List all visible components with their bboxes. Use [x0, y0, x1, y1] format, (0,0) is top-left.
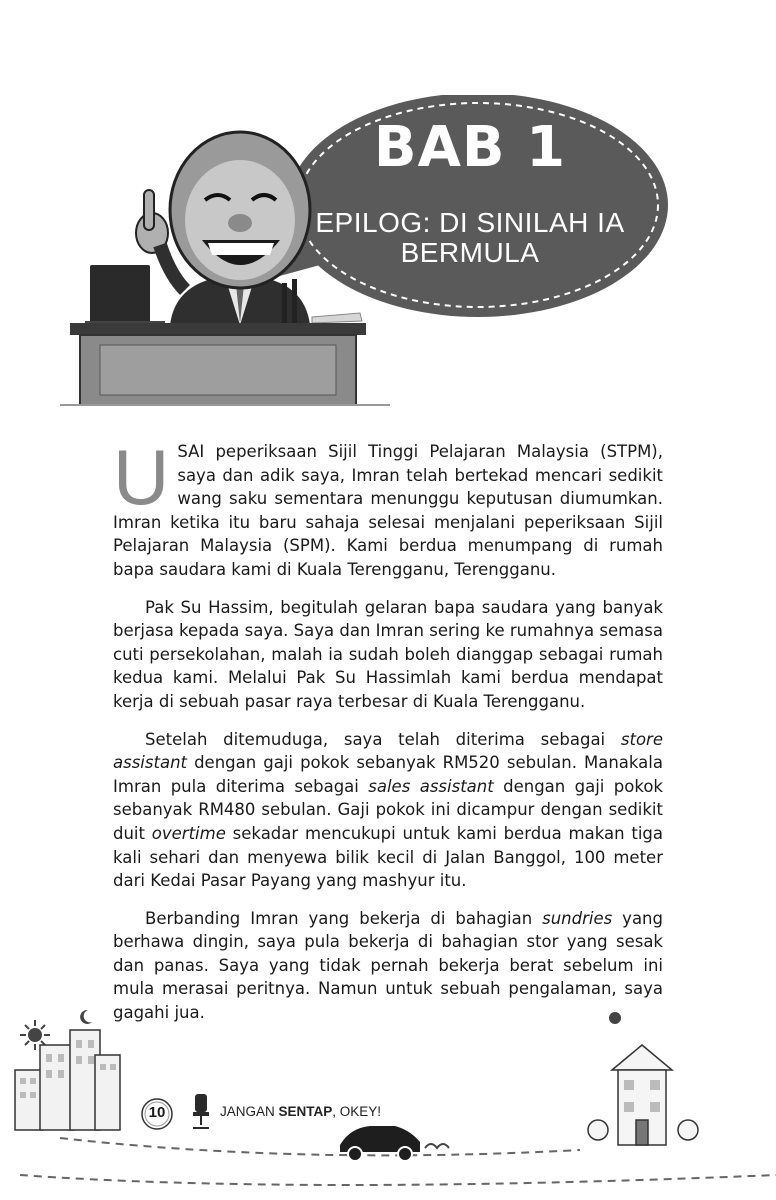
paragraph-1	[113, 433, 663, 582]
laptop-icon	[85, 265, 165, 327]
house-illustration	[588, 1012, 698, 1145]
moon-icon	[80, 1010, 92, 1024]
chapter-number: BAB 1	[373, 115, 567, 180]
term-sales-assistant: sales assistant	[368, 776, 494, 796]
footer-illustration	[0, 990, 776, 1200]
paragraph-4: Berbanding Imran yang bekerja di bahagian sundries yang berhawa dingin, saya pula bekerja di bahagian stor yang sesak dan panas. Saya yang tidak pernah bekerja berat sebelum ini mula merasai peritnya. Namun untuk sebuah pengalaman, saya gagahi jua.	[113, 908, 663, 1023]
road-dash-line-1	[60, 1138, 580, 1155]
car-icon	[340, 1126, 449, 1161]
drop-cap: U	[113, 433, 170, 521]
desk-illustration	[60, 323, 390, 405]
chapter-subtitle-line2: BERMULA	[400, 237, 540, 268]
paragraph-1-text: SAI peperiksaan Sijil Tinggi Pelajaran Malaysia (STPM), saya dan adik saya, Imran telah bertekad mencari sedikit wang saku sementara menunggu keputusan diumumkan. Imran ketika itu baru sahaja selesai menjalani peperiksaan Sijil Pelajaran Malaysia (SPM). Kami berdua menumpang di rumah bapa saudara kami di Kuala Terengganu, Terengganu.	[113, 442, 663, 579]
stapler-icon	[312, 313, 362, 323]
term-store-assistant: store assistant	[113, 729, 663, 773]
paragraph-3: Setelah ditemuduga, saya telah diterima sebagai store assistant dengan gaji pokok sebanyak RM520 sebulan. Manakala Imran pula diterima sebagai sales assistant dengan gaji pokok sebanyak RM480 sebulan. Gaji pokok ini dicampur dengan sedikit duit overtime sekadar mencukupi untuk kami berdua makan tiga kali sehari dan menyewa bilik kecil di Jalan Banggol, 100 meter dari Kedai Pasar Payang yang mashyur itu.	[113, 729, 663, 891]
office-chair-icon	[190, 1092, 212, 1132]
page-number: 10	[148, 1104, 166, 1121]
city-buildings-illustration	[15, 1030, 120, 1130]
page-number-badge	[140, 1097, 172, 1129]
paragraph-2: Pak Su Hassim, begitulah gelaran bapa saudara yang banyak berjasa kepada saya. Saya dan Imran sering ke rumahnya semasa cuti persekolahan, malah ia sudah boleh dianggap sebagai rumah kedua kami. Melalui Pak Su Hassimlah kami berdua mendapat kerja di sebuah pasar raya terbesar di Kuala Terengganu.	[113, 597, 663, 711]
term-sundries: sundries	[542, 908, 613, 928]
chapter-subtitle	[290, 208, 650, 268]
chapter-body	[113, 433, 663, 1039]
term-overtime: overtime	[151, 823, 226, 843]
book-title: JANGAN SENTAP, OKEY!	[220, 1104, 382, 1119]
chapter-subtitle-line1: EPILOG: DI SINILAH IA	[315, 207, 625, 238]
road-dash-line-2	[20, 1175, 776, 1185]
